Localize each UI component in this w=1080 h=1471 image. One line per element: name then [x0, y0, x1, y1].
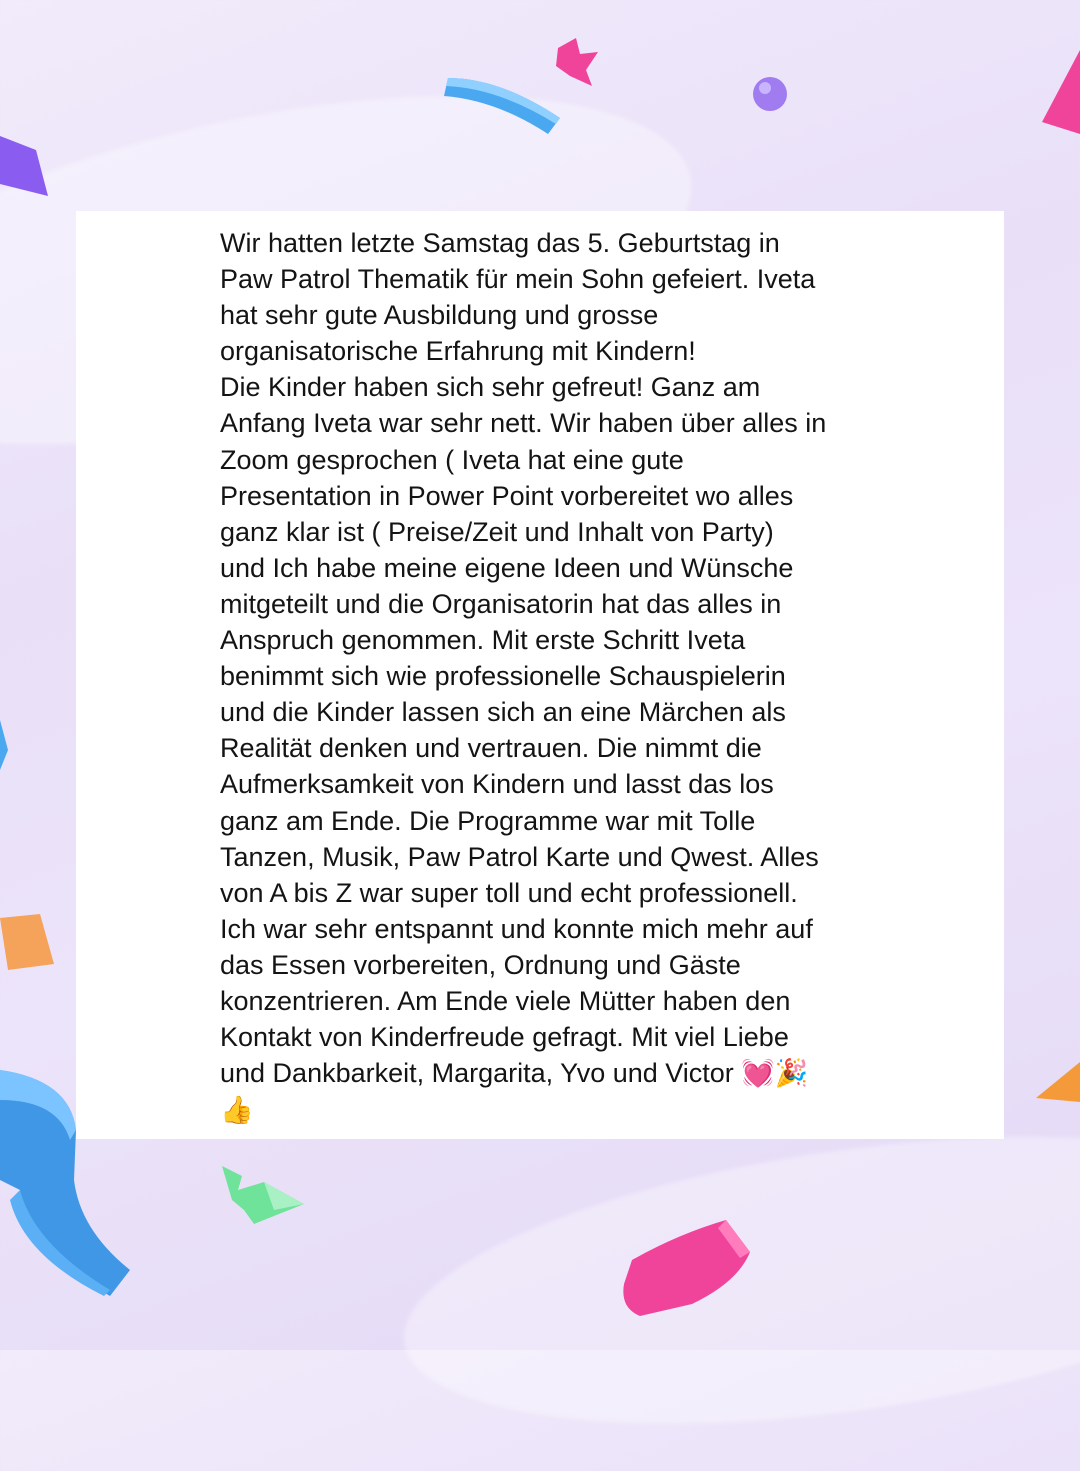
review-text: Wir hatten letzte Samstag das 5. Geburtstag in Paw Patrol Thematik für mein Sohn gefeiert. Iveta hat sehr gute Ausbildung und grosse organisatorische Erfahrung mit Kindern! Die Kinder haben sich sehr gefreut! Ganz am Anfang Iveta war sehr nett. Wir haben über alles in Zoom gesprochen ( Iveta hat eine gute Presentation in Power Point vorbereitet wo alles ganz klar ist ( Preise/Zeit und Inhalt von Party) und Ich habe meine eigene Ideen und Wünsche mitgeteilt und die Organisatorin hat das alles in Anspruch genommen. Mit erste Schritt Iveta benimmt sich wie professionelle Schauspielerin und die Kinder lassen sich an eine Märchen als Realität denken und vertrauen. Die nimmt die Aufmerksamkeit von Kindern und lasst das los ganz am Ende. Die Programme war mit Tolle Tanzen, Musik, Paw Patrol Karte und Qwest. Alles von A bis Z war super toll und echt professionell. Ich war sehr entspannt und konnte mich mehr auf das Essen vorbereiten, Ordnung und Gäste konzentrieren. Am Ende viele Mütter haben den Kontakt von Kinderfreude gefragt. Mit viel Liebe und Dankbarkeit, Margarita, Yvo und Victor	[220, 228, 827, 1089]
confetti-orange	[1034, 1062, 1080, 1104]
heart-party-emoji: 💓🎉	[741, 1058, 809, 1090]
confetti-ribbon-blue	[440, 60, 570, 140]
confetti-purple	[0, 130, 50, 200]
thumbs-up-emoji: 👍	[220, 1095, 254, 1127]
review-card	[76, 211, 1004, 1139]
confetti-orange	[0, 912, 60, 972]
review-text-block	[220, 225, 870, 1129]
confetti-green	[214, 1160, 310, 1232]
confetti-blue	[0, 720, 10, 770]
confetti-pink	[618, 1212, 758, 1322]
confetti-purple-dot	[750, 74, 790, 114]
confetti-pink	[552, 36, 602, 88]
confetti-pink	[1036, 50, 1080, 140]
